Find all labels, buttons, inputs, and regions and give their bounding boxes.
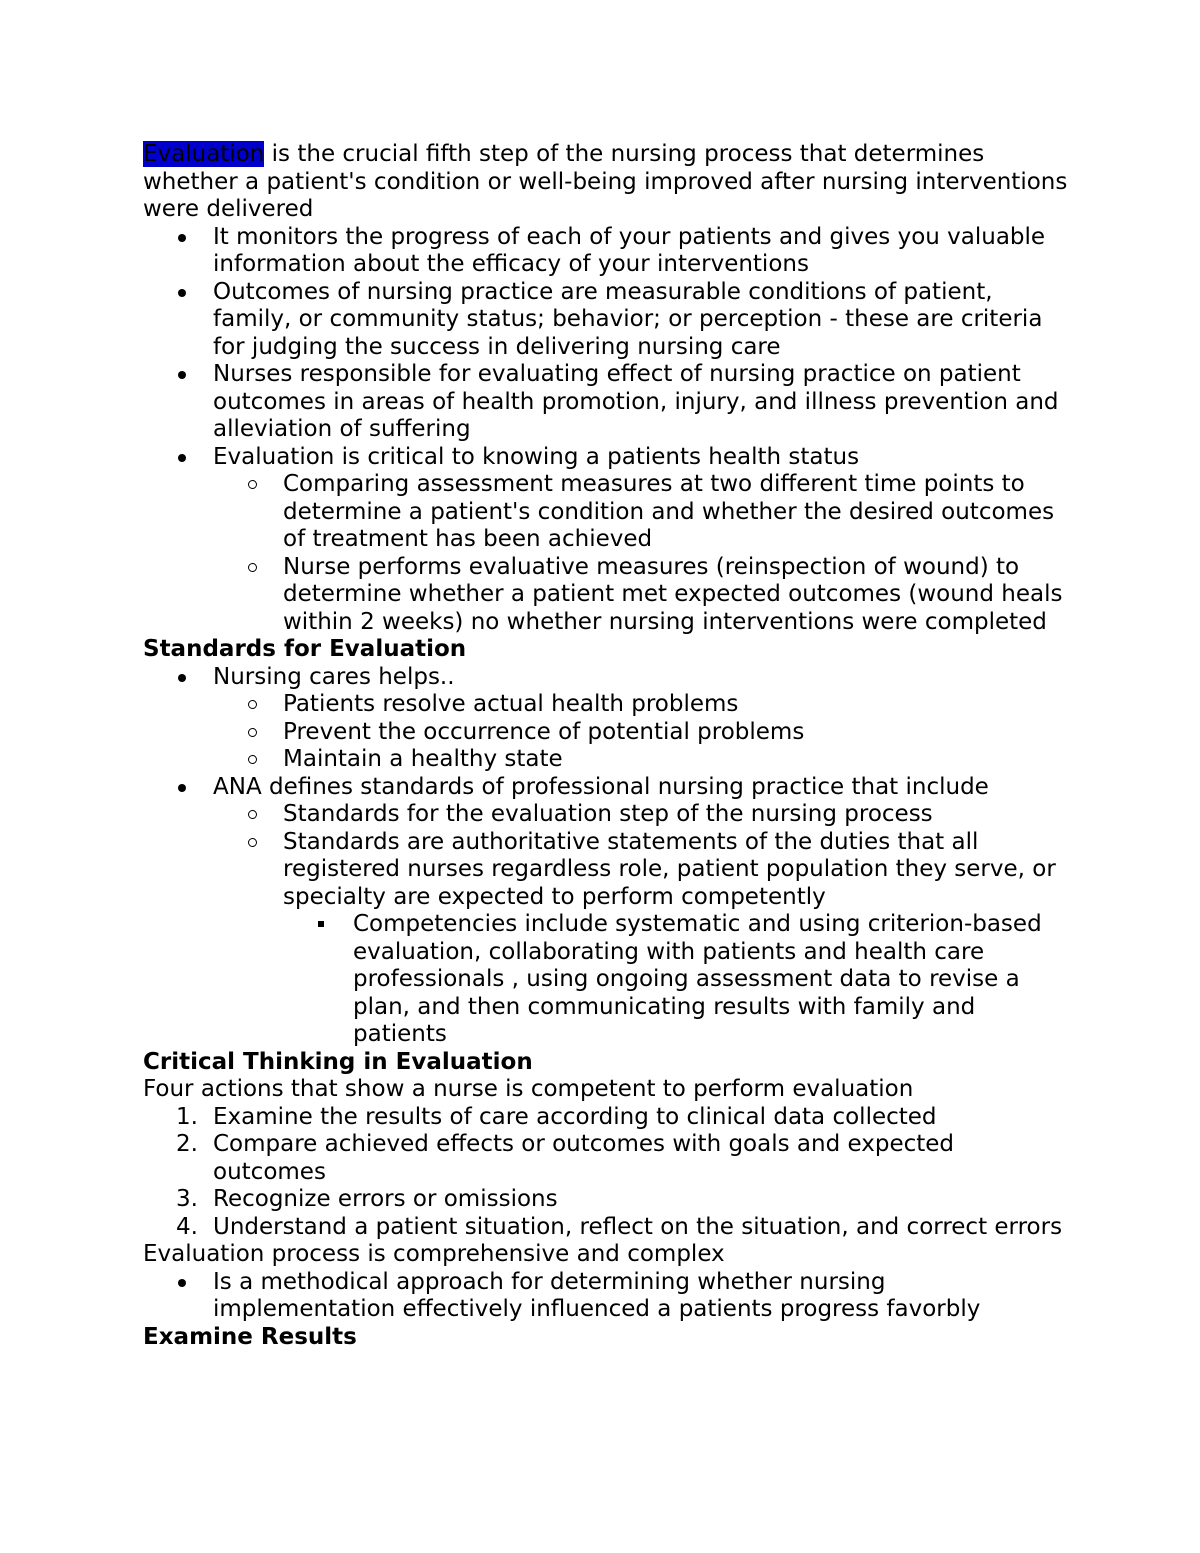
list-subitem: Comparing assessment measures at two different time points to determine a patient's condition and whether the desired outcomes of treatment has been achieved [143, 471, 1073, 554]
critical-thinking-heading: Critical Thinking in Evaluation [143, 1048, 533, 1075]
intro-bullet-list [143, 224, 1073, 637]
intro-text: is the crucial fifth step of the nursing process that determines whether a patient's condition or well-being improved after nursing interventions were delivered [143, 141, 1068, 222]
item-number: 3. [176, 1186, 198, 1212]
list-subitem: Nurse performs evaluative measures (reinspection of wound) to determine whether a patient met expected outcomes (wound heals within 2 weeks) no whether nursing interventions were completed [143, 554, 1073, 637]
highlighted-word: Evaluation [143, 141, 265, 167]
list-subitem: Patients resolve actual health problems [143, 691, 1073, 719]
numbered-item [143, 1214, 1073, 1242]
list-subitem: Maintain a healthy state [143, 746, 1073, 774]
list-item: ANA defines standards of professional nursing practice that include [143, 774, 1073, 802]
standards-list [143, 664, 1073, 1049]
list-item: Is a methodical approach for determining whether nursing implementation effectively influenced a patients progress favorbly [143, 1269, 1073, 1324]
numbered-item [143, 1131, 1073, 1186]
list-item: Nurses responsible for evaluating effect of nursing practice on patient outcomes in areas of health promotion, injury, and illness prevention and alleviation of suffering [143, 361, 1073, 444]
item-number: 2. [176, 1131, 198, 1157]
list-item: Evaluation is critical to knowing a patients health status [143, 444, 1073, 472]
document-body [143, 141, 1073, 1351]
item-text: Recognize errors or omissions [213, 1186, 558, 1212]
item-text: Understand a patient situation, reflect on the situation, and correct errors [213, 1213, 1063, 1240]
process-list [143, 1269, 1073, 1324]
item-text: Compare achieved effects or outcomes with goals and expected outcomes [213, 1131, 955, 1185]
list-subsubitem: Competencies include systematic and using criterion-based evaluation, collaborating with patients and health care professionals , using ongoing assessment data to revise a plan, and then communicating results with family and patients [143, 911, 1073, 1049]
list-item: It monitors the progress of each of your patients and gives you valuable information about the efficacy of your interventions [143, 224, 1073, 279]
list-subitem: Prevent the occurrence of potential problems [143, 719, 1073, 747]
list-item: Outcomes of nursing practice are measurable conditions of patient, family, or community status; behavior; or perception - these are criteria for judging the success in delivering nursing care [143, 279, 1073, 362]
list-subitem: Standards are authoritative statements of the duties that all registered nurses regardless role, patient population they serve, or specialty are expected to perform competently [143, 829, 1073, 912]
standards-heading: Standards for Evaluation [143, 636, 467, 662]
item-number: 1. [176, 1103, 198, 1130]
intro-paragraph [143, 141, 1073, 224]
numbered-item [143, 1104, 1073, 1132]
examine-results-heading: Examine Results [143, 1323, 357, 1350]
item-text: Examine the results of care according to clinical data collected [213, 1103, 937, 1130]
numbered-item [143, 1186, 1073, 1214]
list-subitem: Standards for the evaluation step of the nursing process [143, 801, 1073, 829]
list-item: Nursing cares helps.. [143, 664, 1073, 692]
evaluation-process-text: Evaluation process is comprehensive and complex [143, 1241, 725, 1267]
critical-steps-list [143, 1104, 1073, 1242]
item-number: 4. [176, 1213, 198, 1240]
critical-lead: Four actions that show a nurse is competent to perform evaluation [143, 1076, 914, 1102]
